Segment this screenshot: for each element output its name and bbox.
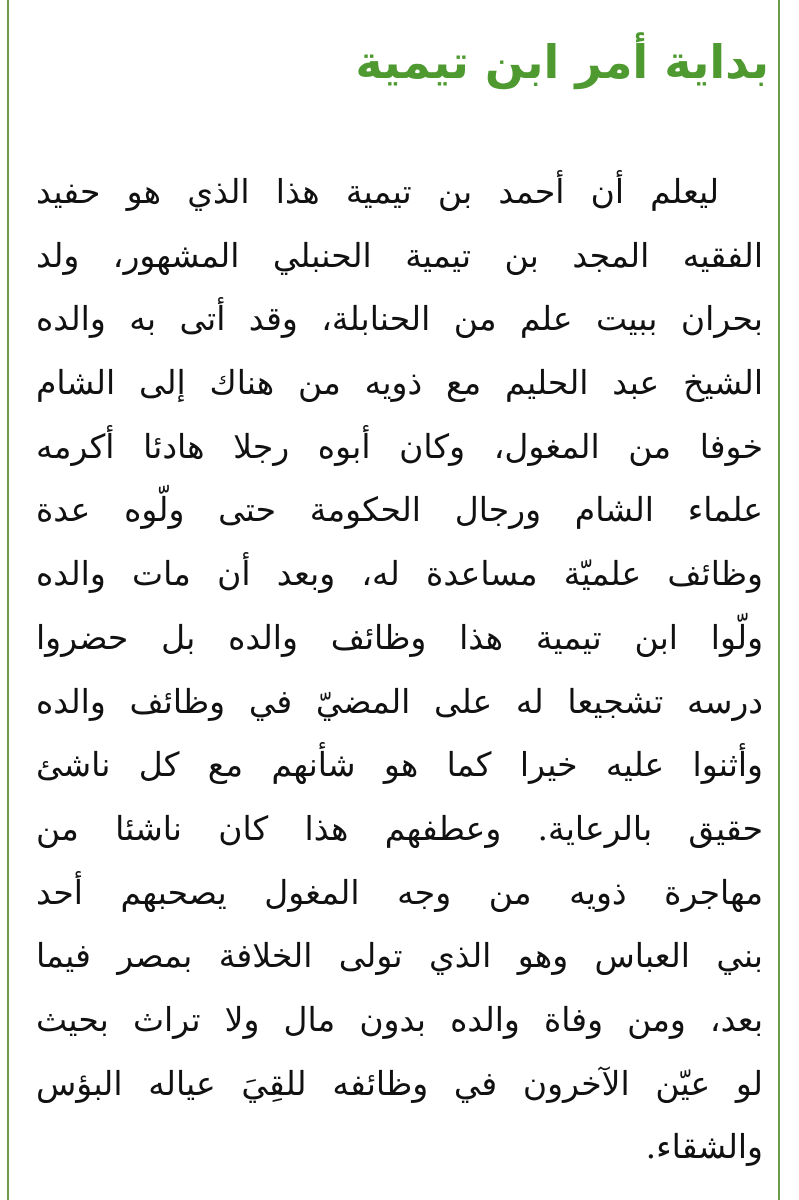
text-line: والشقاء. [645, 1127, 763, 1167]
text-line: بني العباس وهو الذي تولى الخلافة بمصر فيما [36, 936, 763, 976]
section-title: بداية أمر ابن تيمية [355, 35, 769, 89]
right-border-rule [778, 0, 780, 1200]
text-line: ليعلم أن أحمد بن تيمية هذا الذي هو حفيد [36, 172, 719, 211]
text-line: الفقيه المجد بن تيمية الحنبلي المشهور، ولد [36, 235, 763, 275]
body-paragraph [36, 160, 763, 1179]
text-line: حقيق بالرعاية. وعطفهم هذا كان ناشئا من [36, 808, 763, 848]
left-border-rule [7, 0, 9, 1200]
text-line: وأثنوا عليه خيرا كما هو شأنهم مع كل ناشئ [36, 745, 763, 785]
text-line: خوفا من المغول، وكان أبوه رجلا هادئا أكرمه [36, 426, 763, 466]
text-line: درسه تشجيعا له على المضيّ في وظائف والده [36, 681, 763, 721]
text-line: مهاجرة ذويه من وجه المغول يصحبهم أحد [36, 872, 763, 912]
text-line: لو عيّن الآخرون في وظائفه للقِيَ عياله البؤس [36, 1063, 763, 1103]
text-line: وظائف علميّة مساعدة له، وبعد أن مات والده [36, 554, 763, 594]
text-line: بعد، ومن وفاة والده بدون مال ولا تراث بحيث [36, 999, 763, 1039]
text-line: الشيخ عبد الحليم مع ذويه من هناك إلى الشام [36, 363, 763, 403]
text-line: ولّوا ابن تيمية هذا وظائف والده بل حضروا [36, 617, 763, 657]
text-line: علماء الشام ورجال الحكومة حتى ولّوه عدة [36, 490, 763, 530]
text-line: بحران ببيت علم من الحنابلة، وقد أتى به والده [36, 299, 763, 339]
